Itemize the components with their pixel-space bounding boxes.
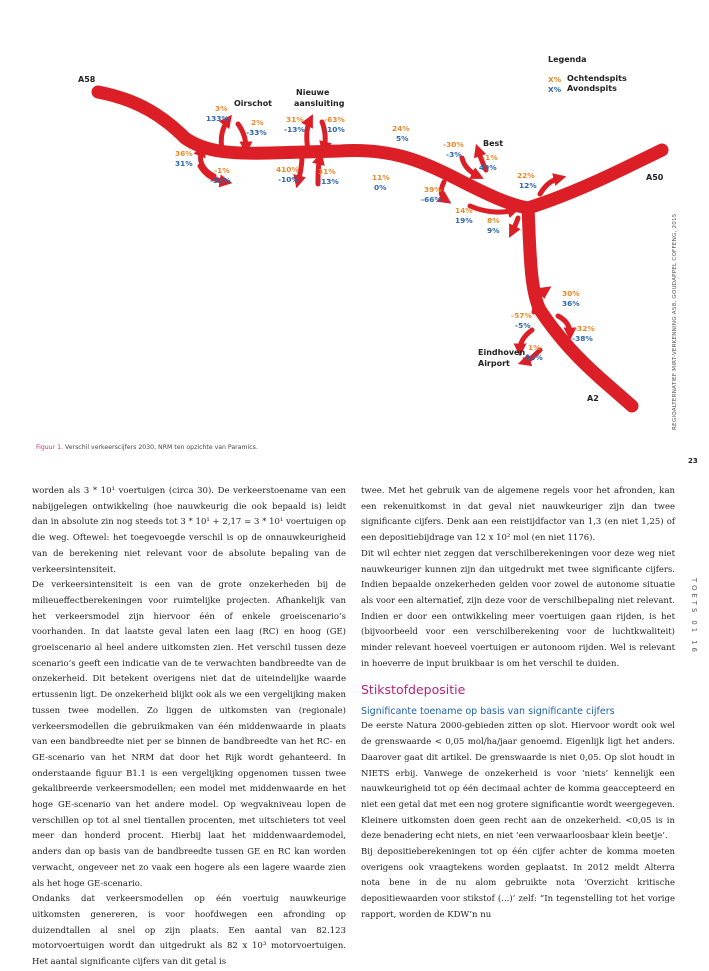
value-nieuwe-left-morning: 31% xyxy=(286,115,304,124)
road-a58 xyxy=(98,92,528,208)
place-nieuwe-line2: aansluiting xyxy=(294,99,345,108)
right-paragraph-1: twee. Met het gebruik van de algemene regels voor het afronden, kan een rekenuitkomst in dat geval niet nauwkeuriger zijn dan twee significante cijfers. Denk aan een reistijdfactor van 1,3 (en niet 1,25) of een depositiebijdrage van 12 x 10² mol (en niet 1176). xyxy=(361,486,675,544)
value-best-left-evening: -3% xyxy=(446,150,462,159)
legend-morning-label: Ochtendspits xyxy=(567,74,627,83)
value-oirschot-left-evening: 133% xyxy=(206,114,229,123)
value-mid-morning: 24% xyxy=(392,124,410,133)
place-oirschot: Oirschot xyxy=(234,99,273,108)
left-paragraph-1: worden als 3 * 10¹ voertuigen (circa 30). De verkeerstoename van een nabijgelegen ontwikkeling (hoe nauwkeurig die ook bepaald is) leidt dan in absolute zin nog steeds tot 3 * 10¹ + 2,17 = 3 * 10¹ voertuigen op die weg. Oftewel: het toegevoegde verschil is op de onnauwkeurigheid van de berekening niet relevant voor de absolute bepaling van de verkeersintensiteit. xyxy=(32,486,346,575)
value-eindhoven-bottom-morning: 1% xyxy=(528,343,541,352)
value-best-right-evening: 49% xyxy=(479,163,497,172)
value-oirschot-left-morning: 3% xyxy=(215,104,228,113)
value-junction-bottom-morning: 14% xyxy=(455,206,473,215)
value-junction-bottom-evening: 19% xyxy=(455,216,473,225)
value-eindhoven-right-morning: 30% xyxy=(562,289,580,298)
left-paragraph-3: Ondanks dat verkeersmodellen op één voertuig nauwkeurige uitkomsten genereren, is voor hoofdwegen een afronding op duizendtallen al snel op zijn plaats. Een aantal van 82.123 motorvoertuigen wordt dan uitgedrukt als 82 x 10³ motorvoertuigen. Het aantal significante cijfers van dit getal is xyxy=(32,894,346,968)
road-label-a50: A50 xyxy=(646,173,664,182)
value-nieuwe-right-evening: -10% xyxy=(324,125,345,134)
side-credit-text: REGIOALTERNATIEF MIRT-VERKENNING A58, GOUDAPPEL COFFENG, 2015 xyxy=(672,213,678,430)
section-subheading: Significante toename op basis van significante cijfers xyxy=(361,706,615,718)
traffic-map xyxy=(0,0,709,470)
legend-evening-marker: X% xyxy=(548,85,562,94)
right-column xyxy=(361,484,675,924)
value-nieuwe-bottom-left-evening: -10% xyxy=(278,175,299,184)
figure-caption xyxy=(36,444,258,451)
right-paragraph-3: De eerste Natura 2000-gebieden zitten op slot. Hiervoor wordt ook wel de grenswaarde < 0,05 mol/ha/jaar genoemd. Eigenlijk ligt het anders. Daarover gaat dit artikel. De grenswaarde is niet 0,05. Op slot houdt in NIETS erbij. Vanwege de onzekerheid is voor ‘niets’ kennelijk een nauwkeurigheid tot op één decimaal achter de komma geaccepteerd en niet een getal dat met een nog grotere significantie wordt weergegeven. Kleinere uitkomsten doen geen recht aan de onzekerheid. <0,05 is in deze benadering echt niets, en niet ‘een verwaarloosbaar klein beetje’. xyxy=(361,721,675,842)
right-paragraph-4: Bij depositieberekeningen tot op één cijfer achter de komma moeten overigens ook vraagtekens worden geplaatst. In 2012 meldt Alterra nota bene in de nu alom gebruikte nota ‘Overzicht kritische depositiewaarden voor stikstof (...)’ zelf: “In tegenstelling tot het vorige rapport, worden de KDW’n nu xyxy=(361,847,675,920)
ramp-junction-west xyxy=(441,182,446,200)
legend-morning-marker: X% xyxy=(548,75,562,84)
value-west2-morning: 11% xyxy=(372,173,390,182)
road-network xyxy=(98,92,662,406)
value-junction-left-morning: 39% xyxy=(424,185,442,194)
section-heading: Stikstofdepositie xyxy=(361,682,466,698)
value-eindhoven-bottom-evening: -34% xyxy=(522,353,543,362)
place-nieuwe-line1: Nieuwe xyxy=(296,88,330,97)
value-best-right-morning: -1% xyxy=(482,153,498,162)
value-eindhoven-left-morning: -57% xyxy=(511,311,532,320)
value-nieuwe-left-evening: -13% xyxy=(284,125,305,134)
value-mid-evening: 5% xyxy=(396,134,409,143)
ramp-oirschot-north-east xyxy=(238,124,246,148)
value-eindhoven-left-evening: -5% xyxy=(515,321,531,330)
figure-caption-text: Verschil verkeerscijfers 2030, NRM ten opzichte van Paramics. xyxy=(63,444,258,451)
side-credit xyxy=(672,213,678,431)
value-eindhoven-east-evening: -38% xyxy=(572,334,593,343)
value-junction-right-morning: 8% xyxy=(487,216,500,225)
place-eindhoven-line1: Eindhoven xyxy=(478,348,526,357)
right-paragraph-2: Dit wil echter niet zeggen dat verschilberekeningen voor deze weg niet nauwkeuriger kunnen zijn dan uitgedrukt met twee significante cijfers. Indien bepaalde onzekerheden gelden voor zowel de autonome situatie als voor een alternatief, zijn deze voor de verschilbepaling niet relevant. Indien er door een ontwikkeling meer voertuigen gaan rijden, is het (bijvoorbeeld voor een verschilberekening voor de luchtkwaliteit) minder relevant hoeveel voertuigen er autonoom rijden. Wel is relevant in hoeverre de input bruikbaar is om het verschil te duiden. xyxy=(361,548,675,669)
value-nieuwe-right-morning: -63% xyxy=(324,115,345,124)
value-oirschot-bottom-evening: -32% xyxy=(210,176,231,185)
legend xyxy=(548,55,627,94)
value-nieuwe-bottom-left-morning: 410% xyxy=(276,165,299,174)
road-a50 xyxy=(528,150,662,208)
road-a2 xyxy=(528,208,632,406)
ramp-best-north xyxy=(462,158,478,176)
place-best: Best xyxy=(483,139,504,148)
value-eindhoven-east-morning: -32% xyxy=(574,324,595,333)
ramp-junction-a2 xyxy=(512,218,518,232)
value-west-evening: 31% xyxy=(175,159,193,168)
left-paragraph-2: De verkeersintensiteit is een van de grote onzekerheden bij de milieueffectberekeningen voor ruimtelijke projecten. Afhankelijk van het verkeersmodel zijn hiervoor één of enkele groeiscenario’s voorhanden. In dat laatste geval laten een laag (RC) en hoog (GE) groeiscenario al heel andere uitkomsten zien. Het verschil tussen deze scenario’s geeft een indicatie van de te verwachten bandbreedte van de onzekerheid. Dit betekent overigens niet dat de uiteindelijke waarde ertussenin ligt. De onzekerheid blijkt ook als we een vergelijking maken tussen twee modellen. Zo liggen de uitkomsten van (regionale) verkeersmodellen die gebruikmaken van één middenwaarde in plaats van een bandbreedte niet per se binnen de bandbreedte van het RC- en GE-scenario van het NRM dat door het Rijk wordt gehanteerd. In onderstaande figuur B1.1 is een vergelijking opgenomen tussen twee gekalibreerde verkeersmodellen; een model met middenwaarde en het hoge GE-scenario van het andere model. Op wegvakniveau lopen de verschillen op tot al snel tientallen procenten, met uitschieters tot veel meer dan honderd procent. Hierbij laat het middenwaardemodel, anders dan op basis van de bandbreedte tussen GE en RC kan worden verwacht, ongeveer net zo vaak een hogere als een lagere waarde zien als het hoge GE-scenario. xyxy=(32,580,346,889)
journal-name: TOETS 01 16 xyxy=(690,578,698,655)
road-label-a2: A2 xyxy=(587,394,599,403)
value-west-morning: 36% xyxy=(175,149,193,158)
legend-title: Legenda xyxy=(548,55,587,64)
value-a50-morning: 22% xyxy=(517,171,535,180)
value-best-left-morning: -30% xyxy=(443,140,464,149)
value-oirschot-bottom-morning: -1% xyxy=(214,166,230,175)
value-a50-evening: 12% xyxy=(519,181,537,190)
value-oirschot-right-evening: -33% xyxy=(246,128,267,137)
value-nieuwe-bottom-right-morning: 31% xyxy=(318,167,336,176)
value-oirschot-right-morning: 2% xyxy=(251,118,264,127)
value-junction-right-evening: 9% xyxy=(487,226,500,235)
value-west2-evening: 0% xyxy=(374,183,387,192)
figure-label: Figuur 1. xyxy=(36,444,64,451)
left-column xyxy=(32,484,346,971)
value-eindhoven-right-evening: 36% xyxy=(562,299,580,308)
road-label-a58: A58 xyxy=(78,75,96,84)
legend-evening-label: Avondspits xyxy=(567,84,617,93)
value-junction-left-evening: -66% xyxy=(421,195,442,204)
ramp-nieuwe-north-west xyxy=(307,120,310,150)
place-eindhoven-line2: Airport xyxy=(478,359,510,368)
value-nieuwe-bottom-right-evening: -13% xyxy=(318,177,339,186)
page-number: 23 xyxy=(688,457,698,465)
